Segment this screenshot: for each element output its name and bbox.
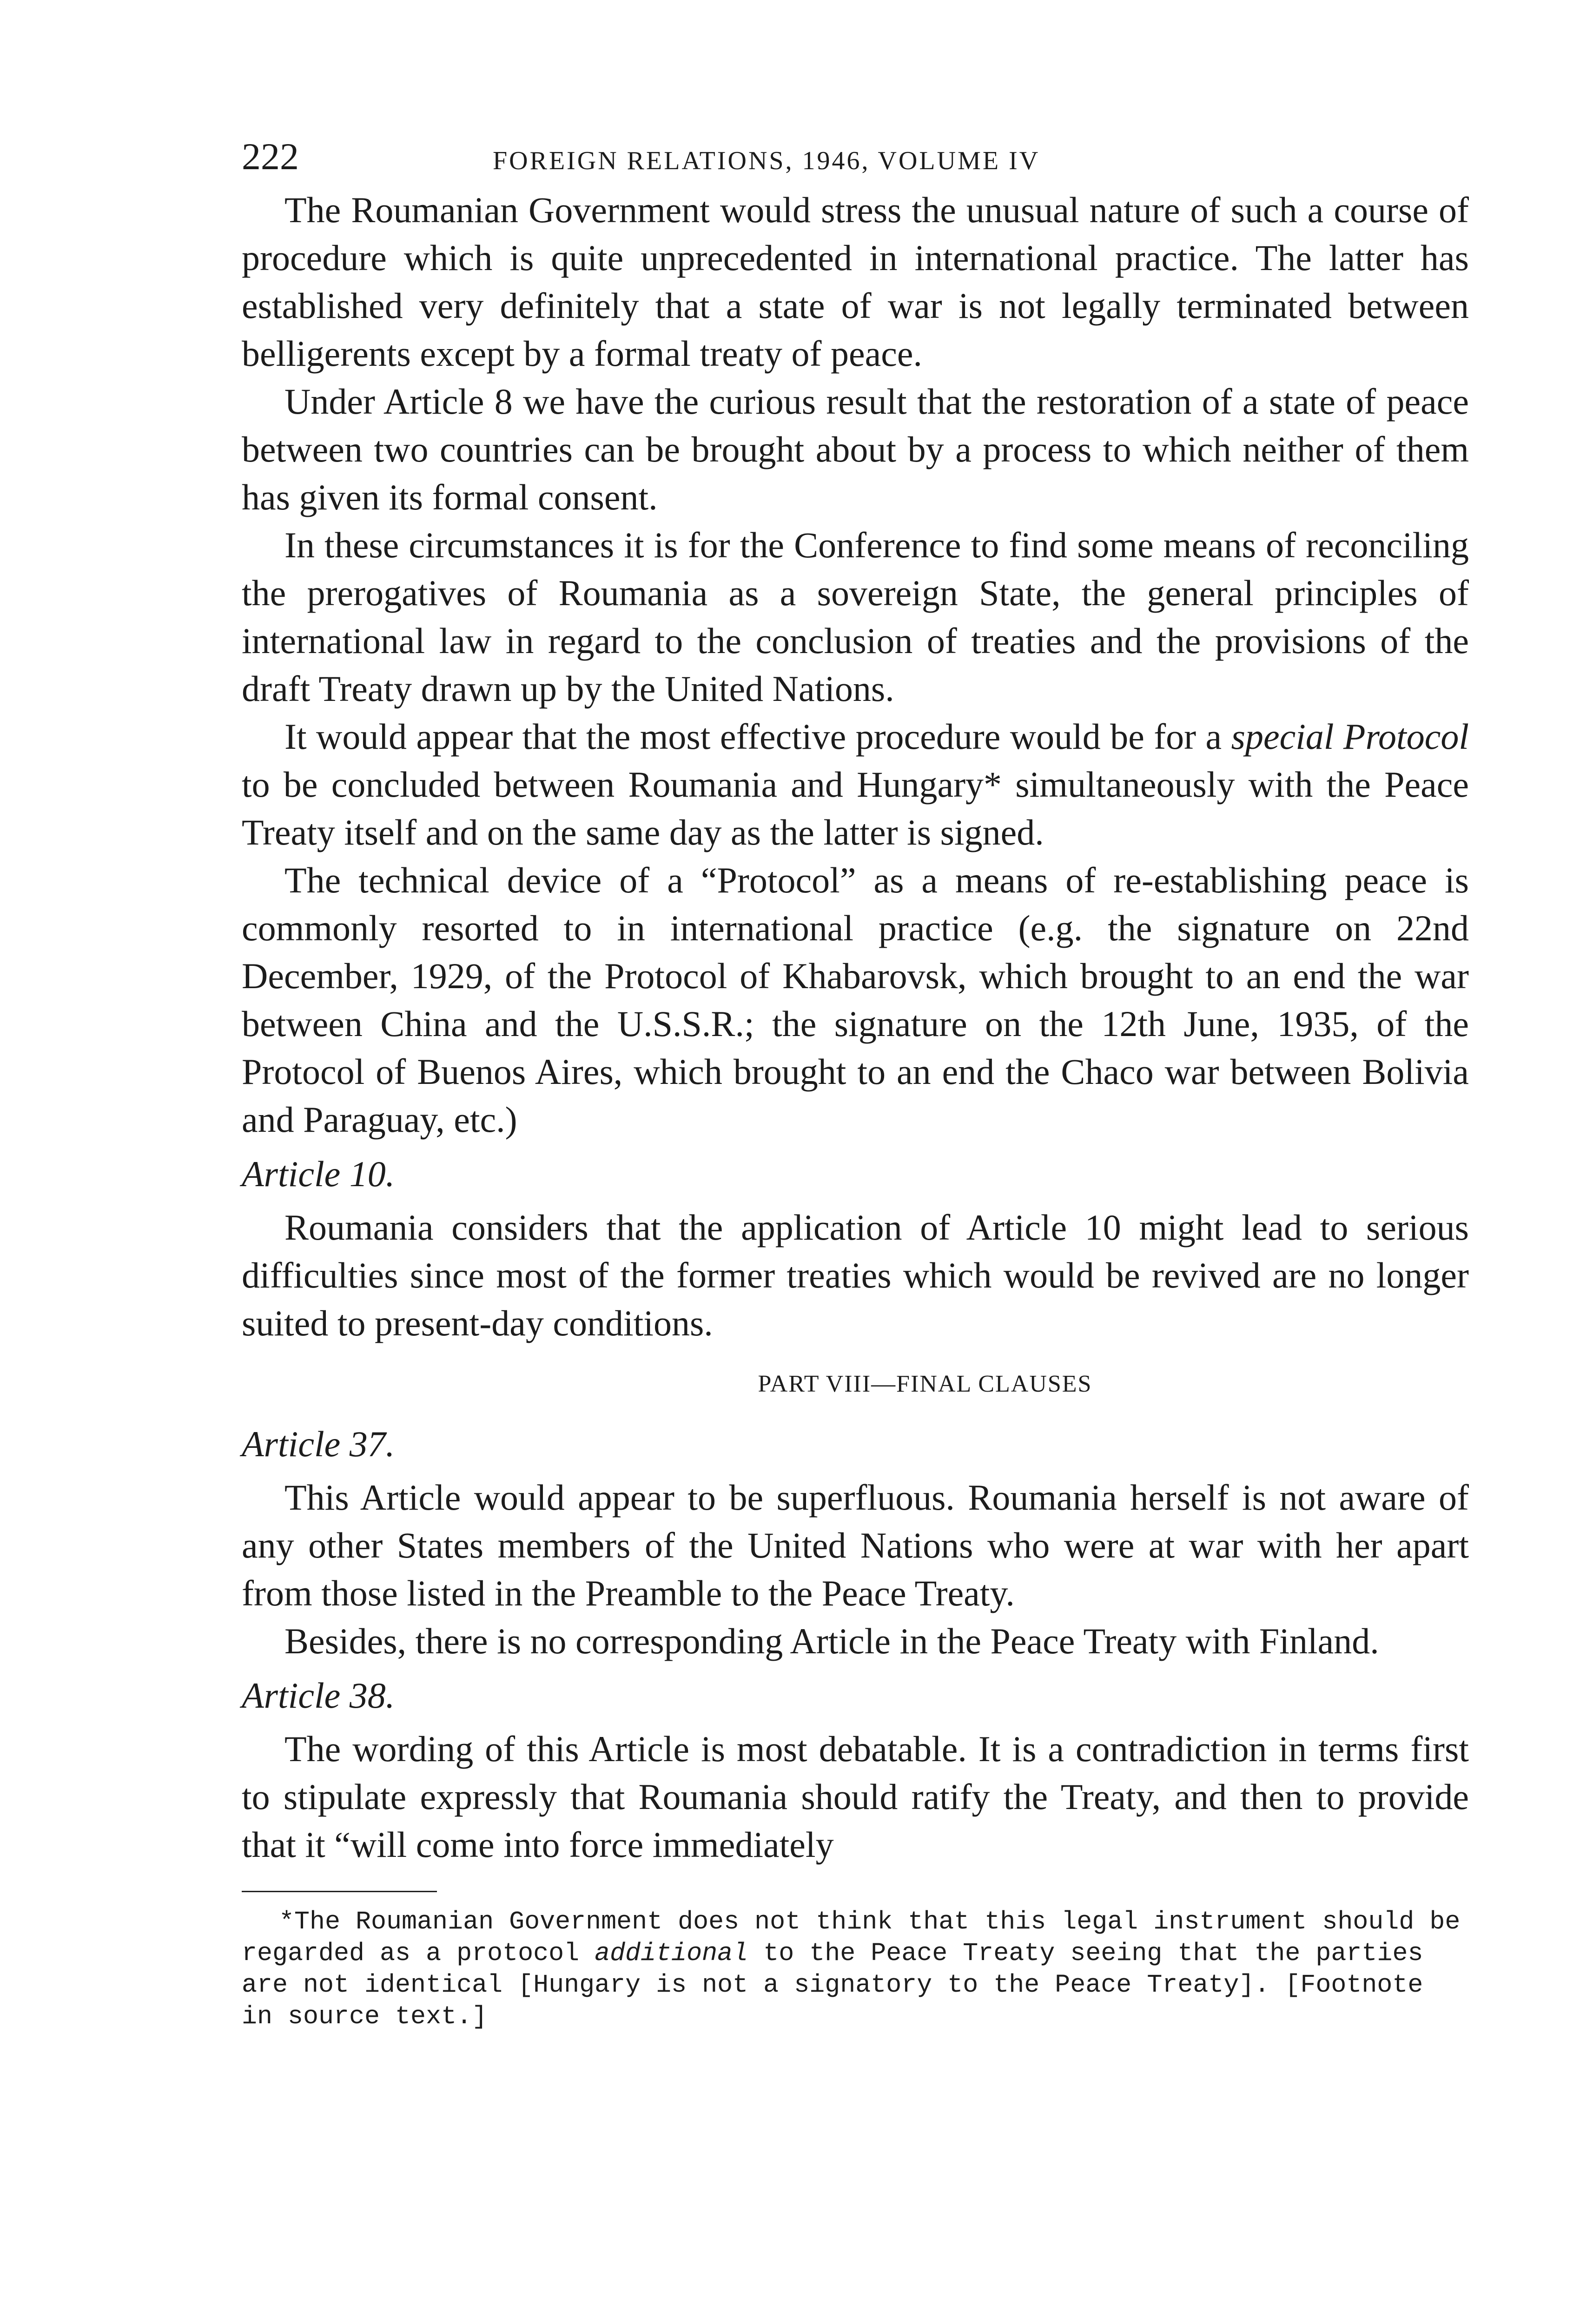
running-head: FOREIGN RELATIONS, 1946, VOLUME IV bbox=[493, 146, 1040, 175]
paragraph: Besides, there is no corresponding Article in the Peace Treaty with Finland. bbox=[284, 1621, 1379, 1661]
body-text bbox=[242, 186, 1469, 1868]
footnote-emphasis: additional bbox=[595, 1939, 748, 1968]
paragraph: This Article would appear to be superfluous. Roumania herself is not aware of any other States members of the United Nations who were at war with her apart from those listed in the Preamble to the Peace Treaty. bbox=[242, 1477, 1469, 1613]
document-page bbox=[242, 135, 1469, 2033]
article-heading: Article 37. bbox=[242, 1424, 395, 1464]
paragraph: The technical device of a “Protocol” as a means of re-establishing peace is commonly resorted to in international practice (e.g. the signature on 22nd December, 1929, of the Protocol of Khabarovsk, which brought to an end the war between China and the U.S.S.R.; the signature on the 12th June, 1935, of the Protocol of Buenos Aires, which brought to an end the Chaco war between Bolivia and Paraguay, etc.) bbox=[242, 860, 1469, 1140]
footnote-text: *The Roumanian Government does not think that this legal instrument should be regarded as a protocol bbox=[242, 1907, 1461, 1968]
paragraph: The wording of this Article is most debatable. It is a contradiction in terms first to stipulate expressly that Roumania should ratify the Treaty, and then to provide that it “will come into force immediately bbox=[242, 1729, 1469, 1865]
footnote-text: to the Peace Treaty seeing that the parties are not identical [Hungary is not a signatory to the Peace Treaty]. [Footnote in source text.] bbox=[242, 1939, 1423, 2031]
article-heading: Article 10. bbox=[242, 1154, 395, 1194]
article-heading: Article 38. bbox=[242, 1675, 395, 1716]
page-number: 222 bbox=[242, 135, 299, 178]
part-heading: PART VIII—FINAL CLAUSES bbox=[758, 1371, 1092, 1397]
paragraph-text: to be concluded between Roumania and Hungary* simultaneously with the Peace Treaty itself and on the same day as the latter is signed. bbox=[242, 764, 1469, 852]
page-header bbox=[242, 135, 1469, 186]
paragraph bbox=[242, 713, 1469, 856]
footnote-divider bbox=[242, 1891, 437, 1892]
paragraph: Roumania considers that the application of Article 10 might lead to serious difficulties since most of the former treaties which would be revived are no longer suited to present-day conditions. bbox=[242, 1207, 1469, 1343]
paragraph: In these circumstances it is for the Conference to find some means of reconciling the prerogatives of Roumania as a sovereign State, the general principles of international law in regard to the conclusion of treaties and the provisions of the draft Treaty drawn up by the United Nations. bbox=[242, 525, 1469, 709]
paragraph: The Roumanian Government would stress the unusual nature of such a course of procedure which is quite unprecedented in international practice. The latter has established very definitely that a state of war is not legally terminated between belligerents except by a formal treaty of peace. bbox=[242, 190, 1469, 374]
footnote bbox=[242, 1906, 1469, 2033]
paragraph: Under Article 8 we have the curious result that the restoration of a state of peace between two countries can be brought about by a process to which neither of them has given its formal consent. bbox=[242, 381, 1469, 517]
paragraph-text: It would appear that the most effective procedure would be for a bbox=[284, 716, 1222, 757]
emphasized-text: special Protocol bbox=[1231, 716, 1469, 757]
